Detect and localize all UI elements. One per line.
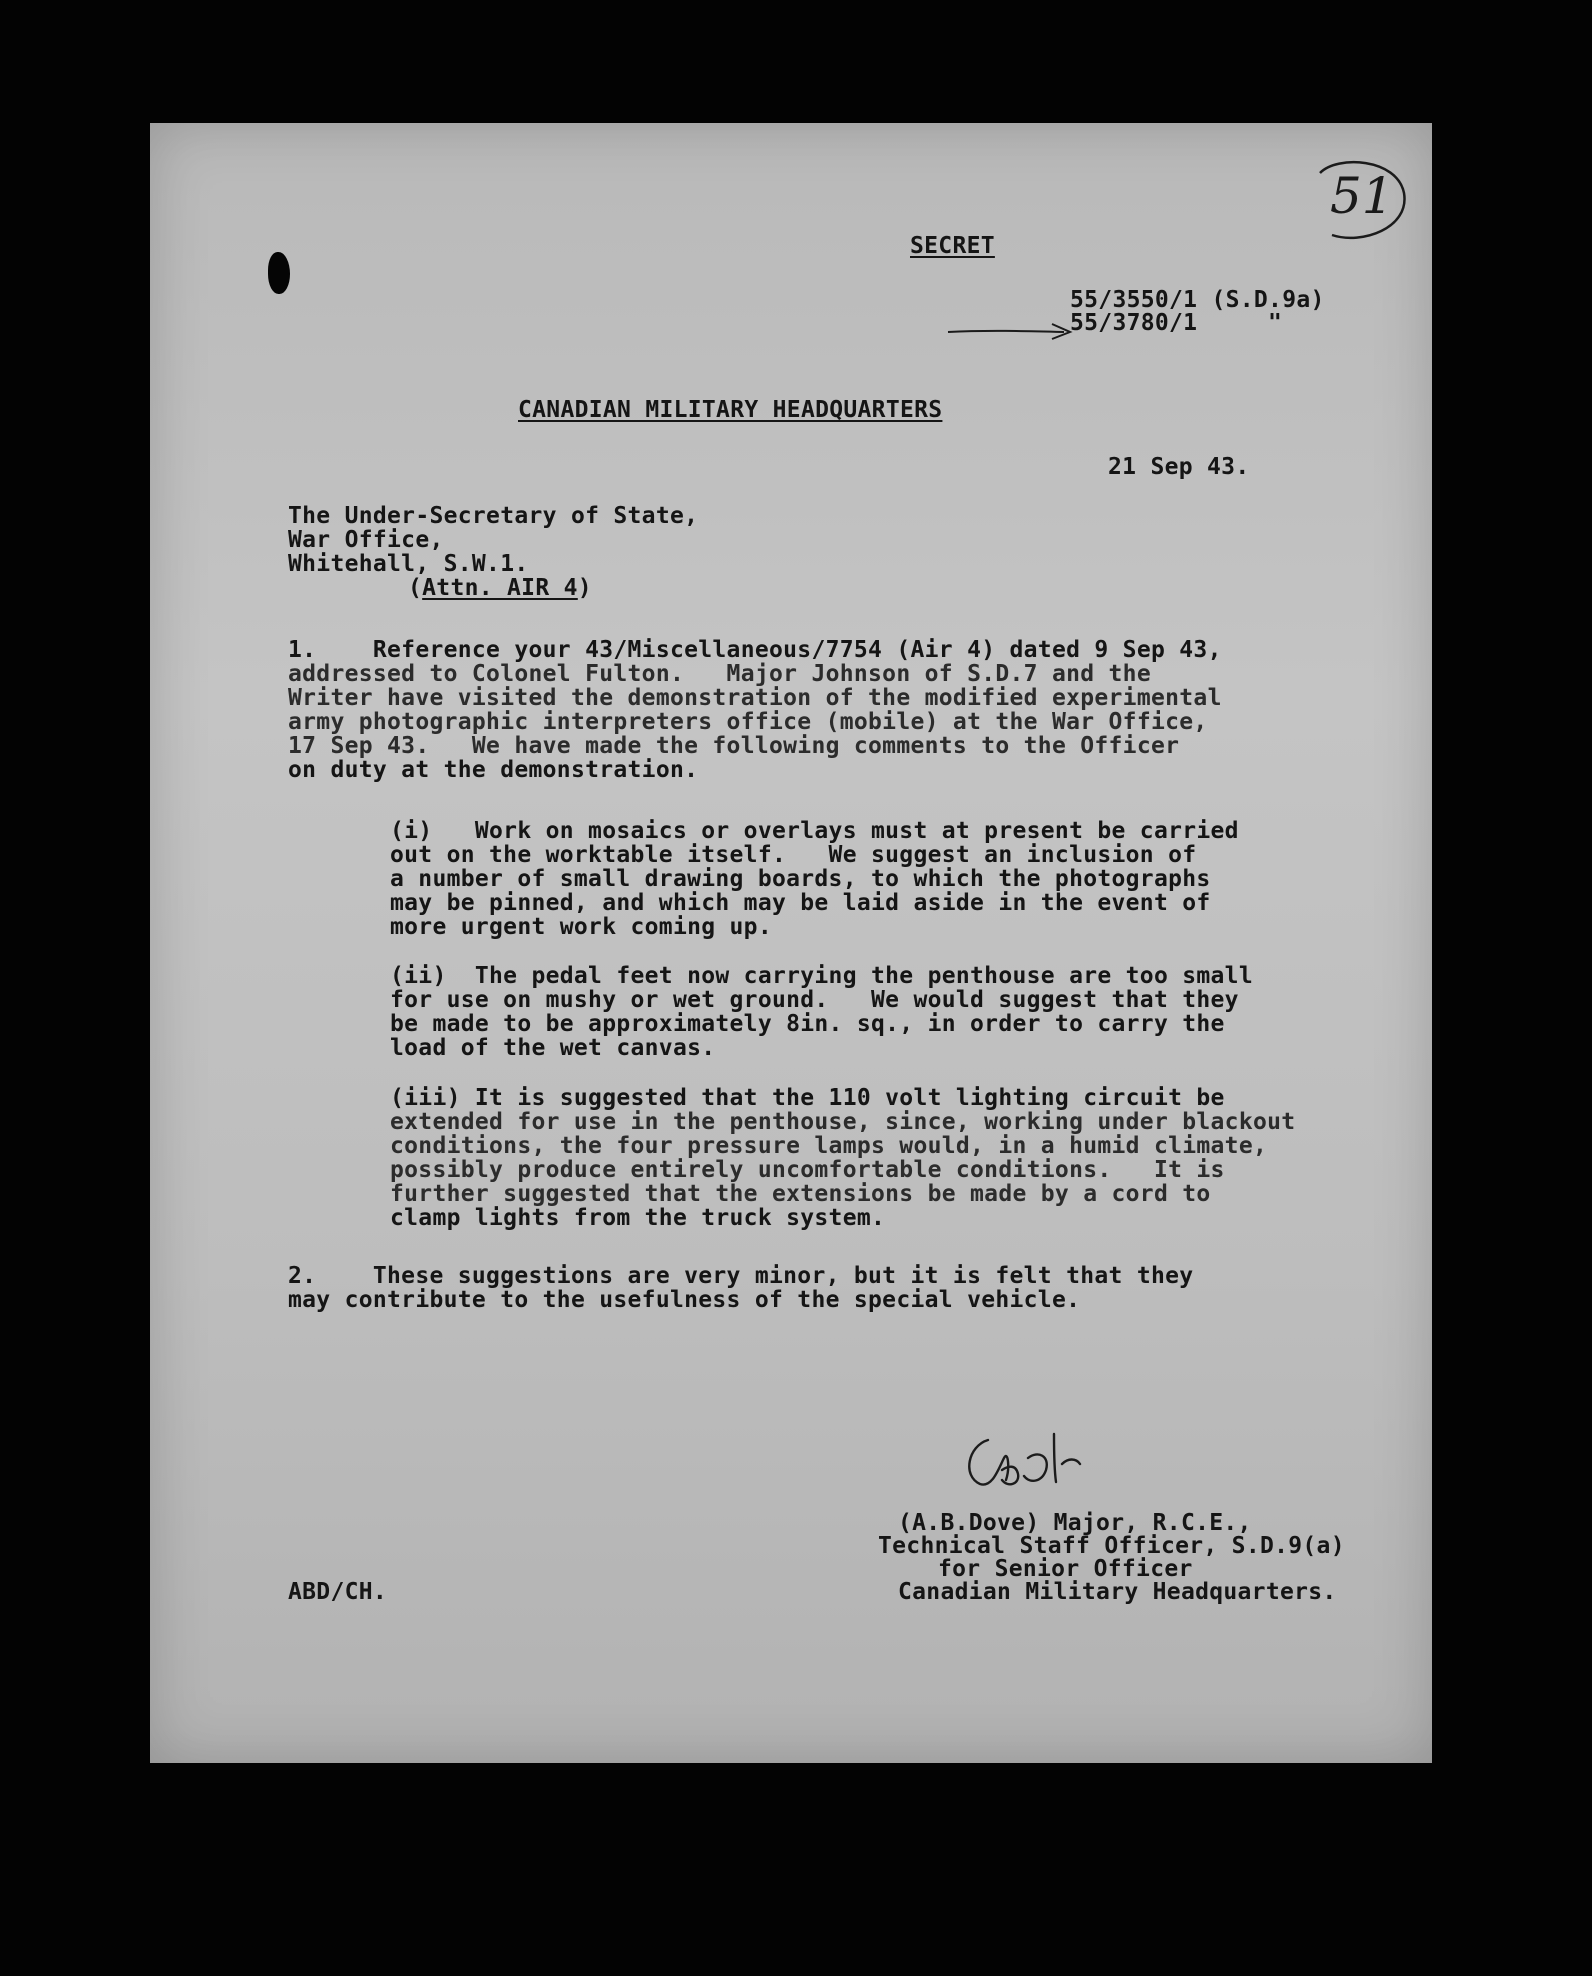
signature-initials <box>958 1428 1088 1500</box>
letter-date: 21 Sep 43. <box>1108 454 1250 480</box>
item-i-line-1: (i) Work on mosaics or overlays must at present be carried <box>390 818 1239 844</box>
item-iii-line-3: conditions, the four pressure lamps would, in a humid climate, <box>390 1133 1268 1159</box>
signature-line-4: Canadian Military Headquarters. <box>898 1579 1337 1605</box>
letterhead: CANADIAN MILITARY HEADQUARTERS <box>518 397 943 423</box>
item-ii-line-1: (ii) The pedal feet now carrying the penthouse are too small <box>390 963 1253 989</box>
file-ref-2: 55/3780/1 " <box>1070 310 1283 336</box>
item-iii-line-4: possibly produce entirely uncomfortable conditions. It is <box>390 1157 1225 1183</box>
para1-line-5: 17 Sep 43. We have made the following comments to the Officer <box>288 733 1180 759</box>
item-ii-line-4: load of the wet canvas. <box>390 1035 716 1061</box>
item-ii-line-3: be made to be approximately 8in. sq., in order to carry the <box>390 1011 1225 1037</box>
para1-line-1: 1. Reference your 43/Miscellaneous/7754 (Air 4) dated 9 Sep 43, <box>288 637 1222 663</box>
addressee-line-2: War Office, <box>288 527 444 553</box>
page-number: 51 <box>1330 167 1394 225</box>
item-i-line-2: out on the worktable itself. We suggest an inclusion of <box>390 842 1197 868</box>
item-iii-line-6: clamp lights from the truck system. <box>390 1205 886 1231</box>
signature-line-1: (A.B.Dove) Major, R.C.E., <box>898 1510 1252 1536</box>
addressee-line-1: The Under-Secretary of State, <box>288 503 699 529</box>
para1-line-4: army photographic interpreters office (mobile) at the War Office, <box>288 709 1208 735</box>
punch-hole <box>268 252 290 294</box>
file-ref-1: 55/3550/1 (S.D.9a) <box>1070 287 1325 313</box>
item-iii-line-1: (iii) It is suggested that the 110 volt lighting circuit be <box>390 1085 1225 1111</box>
item-i-line-4: may be pinned, and which may be laid aside in the event of <box>390 890 1211 916</box>
para2-line-1: 2. These suggestions are very minor, but it is felt that they <box>288 1263 1194 1289</box>
attention-line: (Attn. AIR 4) <box>408 575 592 601</box>
para2-line-2: may contribute to the usefulness of the special vehicle. <box>288 1287 1081 1313</box>
reference-initials: ABD/CH. <box>288 1579 388 1605</box>
classification-label: SECRET <box>910 233 995 259</box>
item-iii-line-2: extended for use in the penthouse, since, working under blackout <box>390 1109 1296 1135</box>
attention-text: Attn. AIR 4 <box>422 575 578 601</box>
addressee-line-3: Whitehall, S.W.1. <box>288 551 529 577</box>
page-number-stamp <box>1302 153 1412 248</box>
signature-line-3: for Senior Officer <box>938 1556 1193 1582</box>
item-i-line-3: a number of small drawing boards, to which the photographs <box>390 866 1211 892</box>
item-ii-line-2: for use on mushy or wet ground. We would suggest that they <box>390 987 1239 1013</box>
para1-line-3: Writer have visited the demonstration of the modified experimental <box>288 685 1222 711</box>
para1-line-6: on duty at the demonstration. <box>288 757 699 783</box>
item-i-line-5: more urgent work coming up. <box>390 914 772 940</box>
document-page <box>150 123 1432 1763</box>
arrow-icon <box>946 318 1076 342</box>
para1-line-2: addressed to Colonel Fulton. Major Johnson of S.D.7 and the <box>288 661 1151 687</box>
item-iii-line-5: further suggested that the extensions be made by a cord to <box>390 1181 1211 1207</box>
signature-line-2: Technical Staff Officer, S.D.9(a) <box>878 1533 1345 1559</box>
